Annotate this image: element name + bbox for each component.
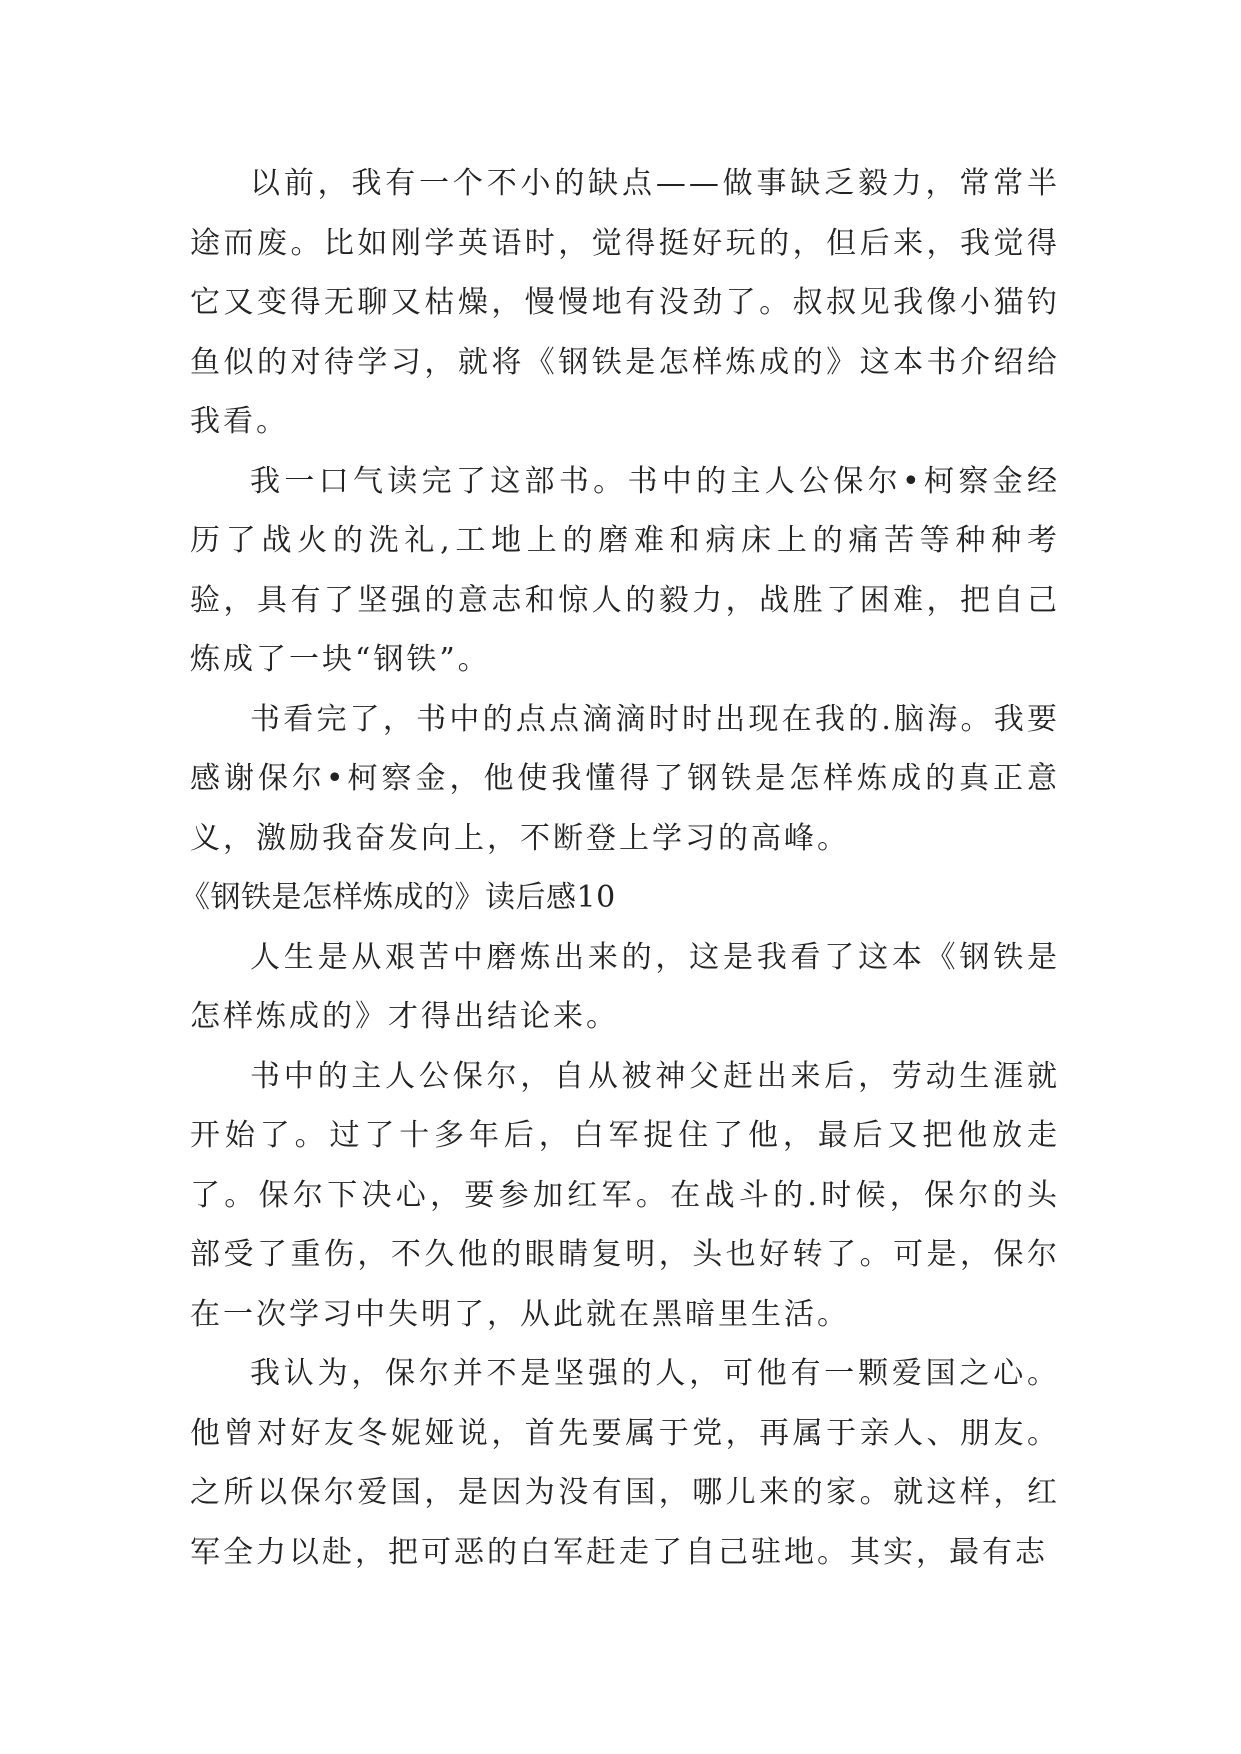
paragraph: 书看完了，书中的点点滴滴时时出现在我的.脑海。我要感谢保尔•柯察金，他使我懂得了钢铁是怎样炼成的真正意义，激励我奋发向上，不断登上学习的高峰。 bbox=[190, 701, 1060, 856]
paragraph: 书中的主人公保尔，自从被神父赶出来后，劳动生涯就开始了。过了十多年后，白军捉住了他，最后又把他放走了。保尔下决心，要参加红军。在战斗的.时候，保尔的头部受了重伤，不久他的眼睛复明，头也好转了。可是，保尔在一次学习中失明了，从此就在黑暗里生活。 bbox=[190, 1058, 1060, 1332]
paragraph: 人生是从艰苦中磨炼出来的，这是我看了这本《钢铁是怎样炼成的》才得出结论来。 bbox=[190, 939, 1060, 1034]
paragraph: 我一口气读完了这部书。书中的主人公保尔•柯察金经历了战火的洗礼,工地上的磨难和病床上的痛苦等种种考验，具有了坚强的意志和惊人的毅力，战胜了困难，把自己炼成了一块“钢铁”。 bbox=[190, 463, 1060, 677]
paragraph: 我认为，保尔并不是坚强的人，可他有一颗爱国之心。他曾对好友冬妮娅说，首先要属于党，再属于亲人、朋友。之所以保尔爱国，是因为没有国，哪儿来的家。就这样，红军全力以赴，把可恶的白军赶走了自己驻地。其实，最有志 bbox=[190, 1356, 1060, 1570]
document-body bbox=[180, 154, 1060, 1582]
paragraph: 以前，我有一个不小的缺点——做事缺乏毅力，常常半途而废。比如刚学英语时，觉得挺好玩的，但后来，我觉得它又变得无聊又枯燥，慢慢地有没劲了。叔叔见我像小猫钓鱼似的对待学习，就将《钢铁是怎样炼成的》这本书介绍给我看。 bbox=[190, 166, 1060, 439]
section-heading: 《钢铁是怎样炼成的》读后感10 bbox=[180, 880, 616, 915]
